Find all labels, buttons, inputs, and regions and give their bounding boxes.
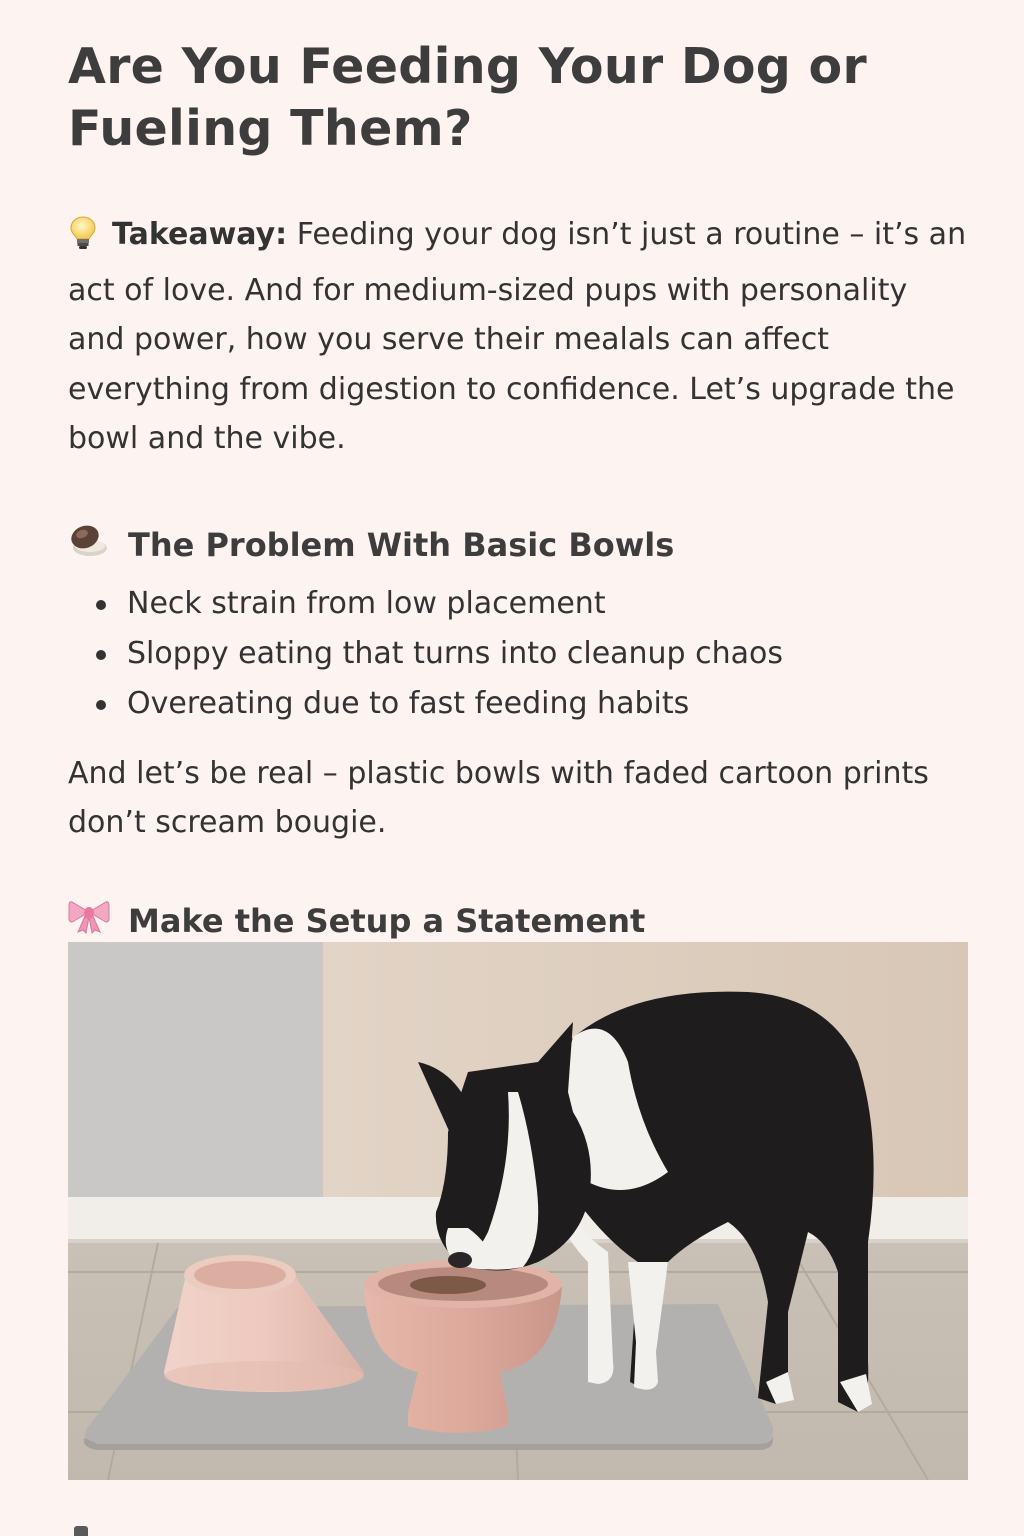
next-section-emoji-peek [74,1526,88,1536]
problem-followup: And let’s be real – plastic bowls with faded cartoon prints don’t scream bougie. [68,755,929,840]
ribbon-bow-icon [68,898,110,945]
bowl-icon [68,522,110,569]
setup-heading-text: Make the Setup a Statement [128,902,646,940]
takeaway-lead: Takeaway: [112,217,288,252]
dog-eating-photo [68,942,968,1480]
article-title: Are You Feeding Your Dog or Fueling Them? [68,38,867,157]
problem-bullet-list [68,579,972,729]
lightbulb-icon [68,216,98,266]
takeaway-paragraph [68,210,972,464]
setup-heading [68,898,972,945]
takeaway-text: Feeding your dog isn’t just a routine – it’s an act of love. And for medium-sized pups with personality and power, how you serve their mealals can affect everything from digestion to confidence. Let’s upgrade the bowl and the vibe. [68,217,967,456]
problem-heading-text: The Problem With Basic Bowls [128,526,675,564]
bullet-item: Sloppy eating that turns into cleanup chaos [68,629,972,679]
bullet-item: Neck strain from low placement [68,579,972,629]
problem-heading [68,522,972,569]
bullet-item: Overeating due to fast feeding habits [68,679,972,729]
